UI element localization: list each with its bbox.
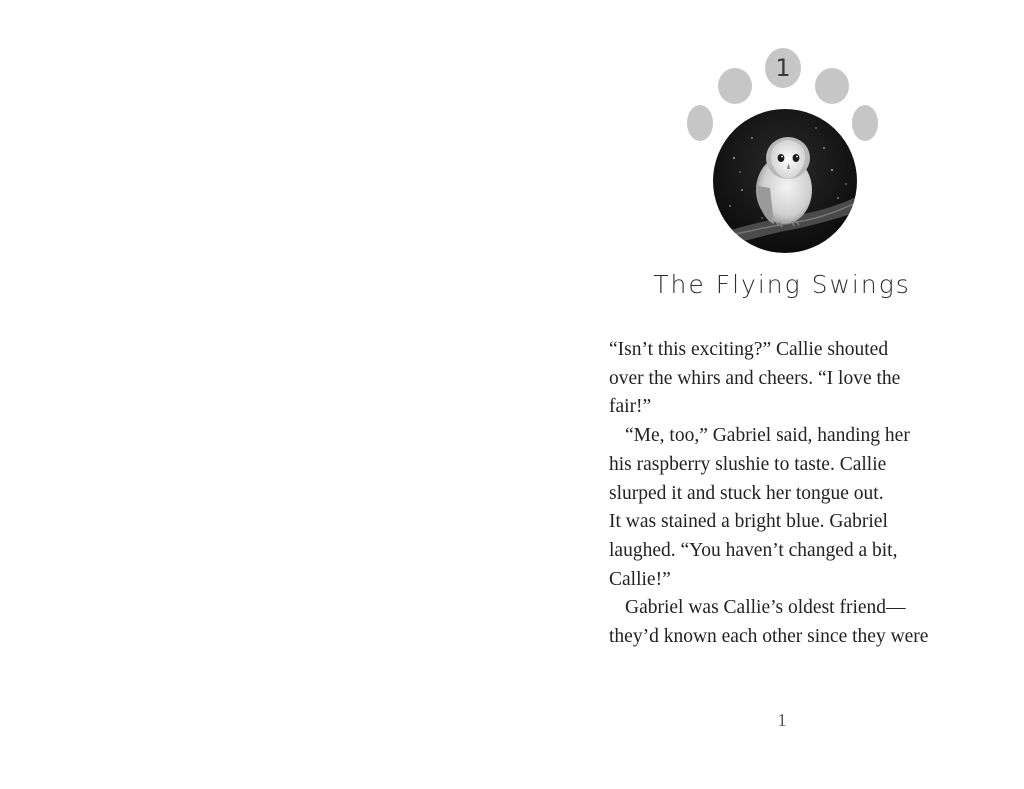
chapter-body-text [609, 336, 979, 652]
text-line: Gabriel was Callie’s oldest friend— [625, 597, 906, 619]
text-line: his raspberry slushie to taste. Callie [609, 453, 887, 475]
text-line: It was stained a bright blue. Gabriel [609, 511, 888, 533]
barn-owl-on-branch-icon [712, 108, 858, 254]
paw-toe-left-outer [687, 105, 713, 141]
paw-toe-right-inner [815, 68, 849, 104]
chapter-title: The Flying Swings [653, 270, 911, 299]
text-line: slurped it and stuck her tongue out. [609, 482, 884, 504]
paw-print-header [682, 40, 882, 255]
chapter-number: 1 [775, 54, 791, 82]
paw-toe-left-inner [718, 68, 752, 104]
text-line: fair!” [609, 396, 652, 418]
text-line: Callie!” [609, 568, 671, 590]
text-line: over the whirs and cheers. “I love the [609, 367, 901, 389]
text-line: laughed. “You haven’t changed a bit, [609, 539, 898, 561]
text-line: “Isn’t this exciting?” Callie shouted [609, 339, 889, 360]
chapter-page [512, 0, 1024, 789]
text-line: they’d known each other since they were [609, 626, 929, 648]
page-number: 1 [777, 710, 787, 730]
text-line: “Me, too,” Gabriel said, handing her [625, 425, 910, 447]
